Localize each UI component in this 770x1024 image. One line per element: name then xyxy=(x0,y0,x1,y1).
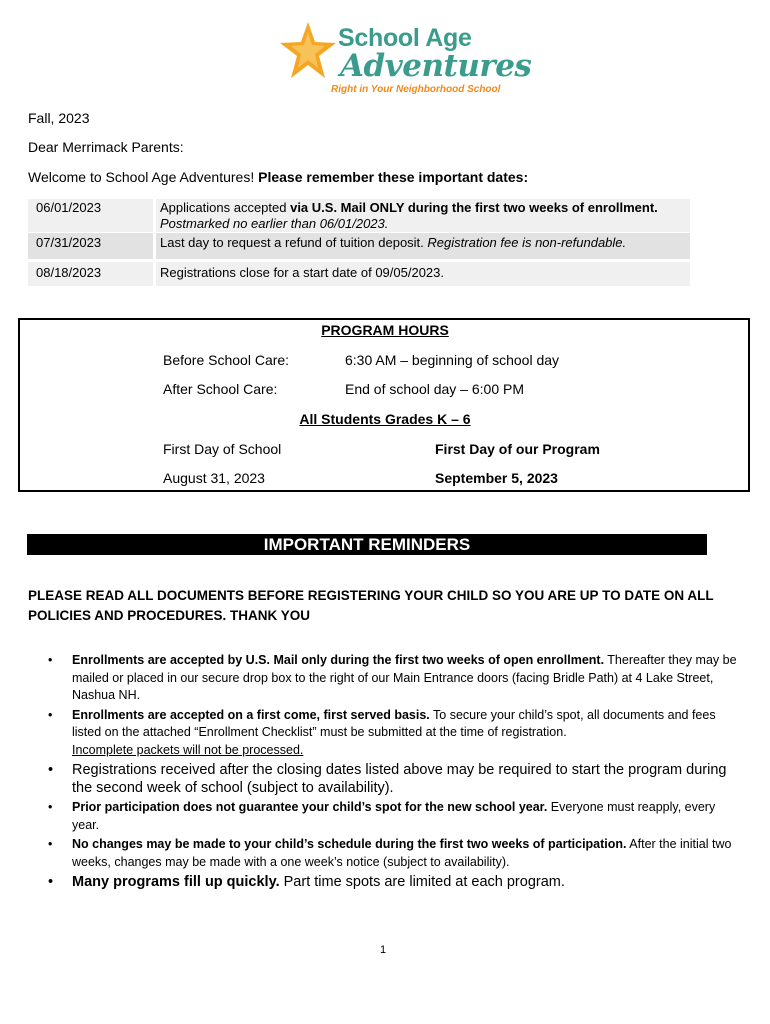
bullet-icon: • xyxy=(48,762,54,778)
list-item xyxy=(28,799,740,834)
first-day-label: First Day of School xyxy=(163,441,282,457)
desc-text: Applications accepted xyxy=(160,200,291,215)
logo-script: Adventures xyxy=(340,48,532,84)
logo-title: School Age xyxy=(338,24,472,52)
bullet-icon: • xyxy=(48,800,53,814)
item-underlined: Incomplete packets will not be processed. xyxy=(72,742,304,757)
date-row xyxy=(28,262,690,286)
list-item xyxy=(28,652,740,705)
after-care-label: After School Care: xyxy=(163,381,278,397)
item-bold: Enrollments are accepted by U.S. Mail only during the first two weeks of open enrollment. xyxy=(72,653,605,667)
date-cell: 06/01/2023 xyxy=(28,199,153,232)
program-hours-heading: PROGRAM HOURS xyxy=(321,322,449,338)
item-bold: Enrollments are accepted on a first come, first served basis. xyxy=(72,707,430,722)
grades-heading: All Students Grades K – 6 xyxy=(299,411,471,427)
logo-tagline: Right in Your Neighborhood School xyxy=(331,84,501,95)
season: Fall, 2023 xyxy=(28,110,90,126)
bullet-icon: • xyxy=(48,707,53,722)
item-text: Thereafter they may be mailed or placed in our secure drop box to the right of our Main Entrance doors (facing Bridle Path) at 4 Lake Street, Nashua NH. xyxy=(72,653,737,702)
program-start-value: September 5, 2023 xyxy=(435,470,558,486)
program-start-label: First Day of our Program xyxy=(435,441,600,457)
welcome-bold: Please remember these important dates: xyxy=(258,169,529,185)
program-hours-box xyxy=(18,318,750,492)
bullet-icon: • xyxy=(48,874,54,890)
item-bold: Many programs fill up quickly. xyxy=(72,874,280,890)
item-text: Everyone must reapply, every year. xyxy=(72,800,716,832)
read-all-documents-notice: PLEASE READ ALL DOCUMENTS BEFORE REGISTERING YOUR CHILD SO YOU ARE UP TO DATE ON ALL POLICIES AND PROCEDURES. THANK YOU xyxy=(28,588,714,623)
desc-bold: via U.S. Mail ONLY during the first two weeks of enrollment. xyxy=(290,200,658,215)
reminders-list xyxy=(28,652,740,893)
list-item xyxy=(28,836,740,871)
date-description xyxy=(156,199,690,232)
before-care-value: 6:30 AM – beginning of school day xyxy=(345,352,560,368)
item-text: Registrations received after the closing dates listed above may be required to start the program during the second week of school (subject to availability). xyxy=(72,762,727,796)
desc-text: Last day to request a refund of tuition deposit. xyxy=(160,235,428,250)
welcome-plain: Welcome to School Age Adventures! xyxy=(28,169,259,185)
item-bold: Prior participation does not guarantee your child’s spot for the new school year. xyxy=(72,800,548,814)
date-row xyxy=(28,199,690,232)
item-bold: No changes may be made to your child’s schedule during the first two weeks of participation. xyxy=(72,837,627,851)
desc-italic: Registration fee is non-refundable. xyxy=(427,235,627,250)
date-cell: 07/31/2023 xyxy=(28,233,153,259)
welcome-line xyxy=(28,169,528,185)
date-description: Registrations close for a start date of 09/05/2023. xyxy=(156,262,690,286)
item-text: Part time spots are limited at each program. xyxy=(279,874,565,890)
bullet-icon: • xyxy=(48,837,53,851)
list-item xyxy=(28,873,740,891)
after-care-value: End of school day – 6:00 PM xyxy=(345,381,524,397)
date-cell: 08/18/2023 xyxy=(28,262,153,286)
date-description xyxy=(156,233,690,259)
item-text: After the initial two weeks, changes may be made with a one week’s notice (subject to availability). xyxy=(72,837,732,869)
star-icon xyxy=(278,20,338,82)
list-item xyxy=(28,761,740,797)
first-day-value: August 31, 2023 xyxy=(163,470,265,486)
before-care-label: Before School Care: xyxy=(163,352,290,368)
list-item xyxy=(28,707,740,760)
item-text: To secure your child’s spot, all documents and fees listed on the attached “Enrollment Checklist” must be submitted at the time of registration. xyxy=(72,707,716,739)
bullet-icon: • xyxy=(48,653,53,667)
greeting: Dear Merrimack Parents: xyxy=(28,139,184,155)
important-reminders-banner: IMPORTANT REMINDERS xyxy=(27,534,707,555)
desc-italic: Postmarked no earlier than 06/01/2023. xyxy=(160,216,389,231)
date-row xyxy=(28,233,690,259)
page-number: 1 xyxy=(380,944,387,956)
